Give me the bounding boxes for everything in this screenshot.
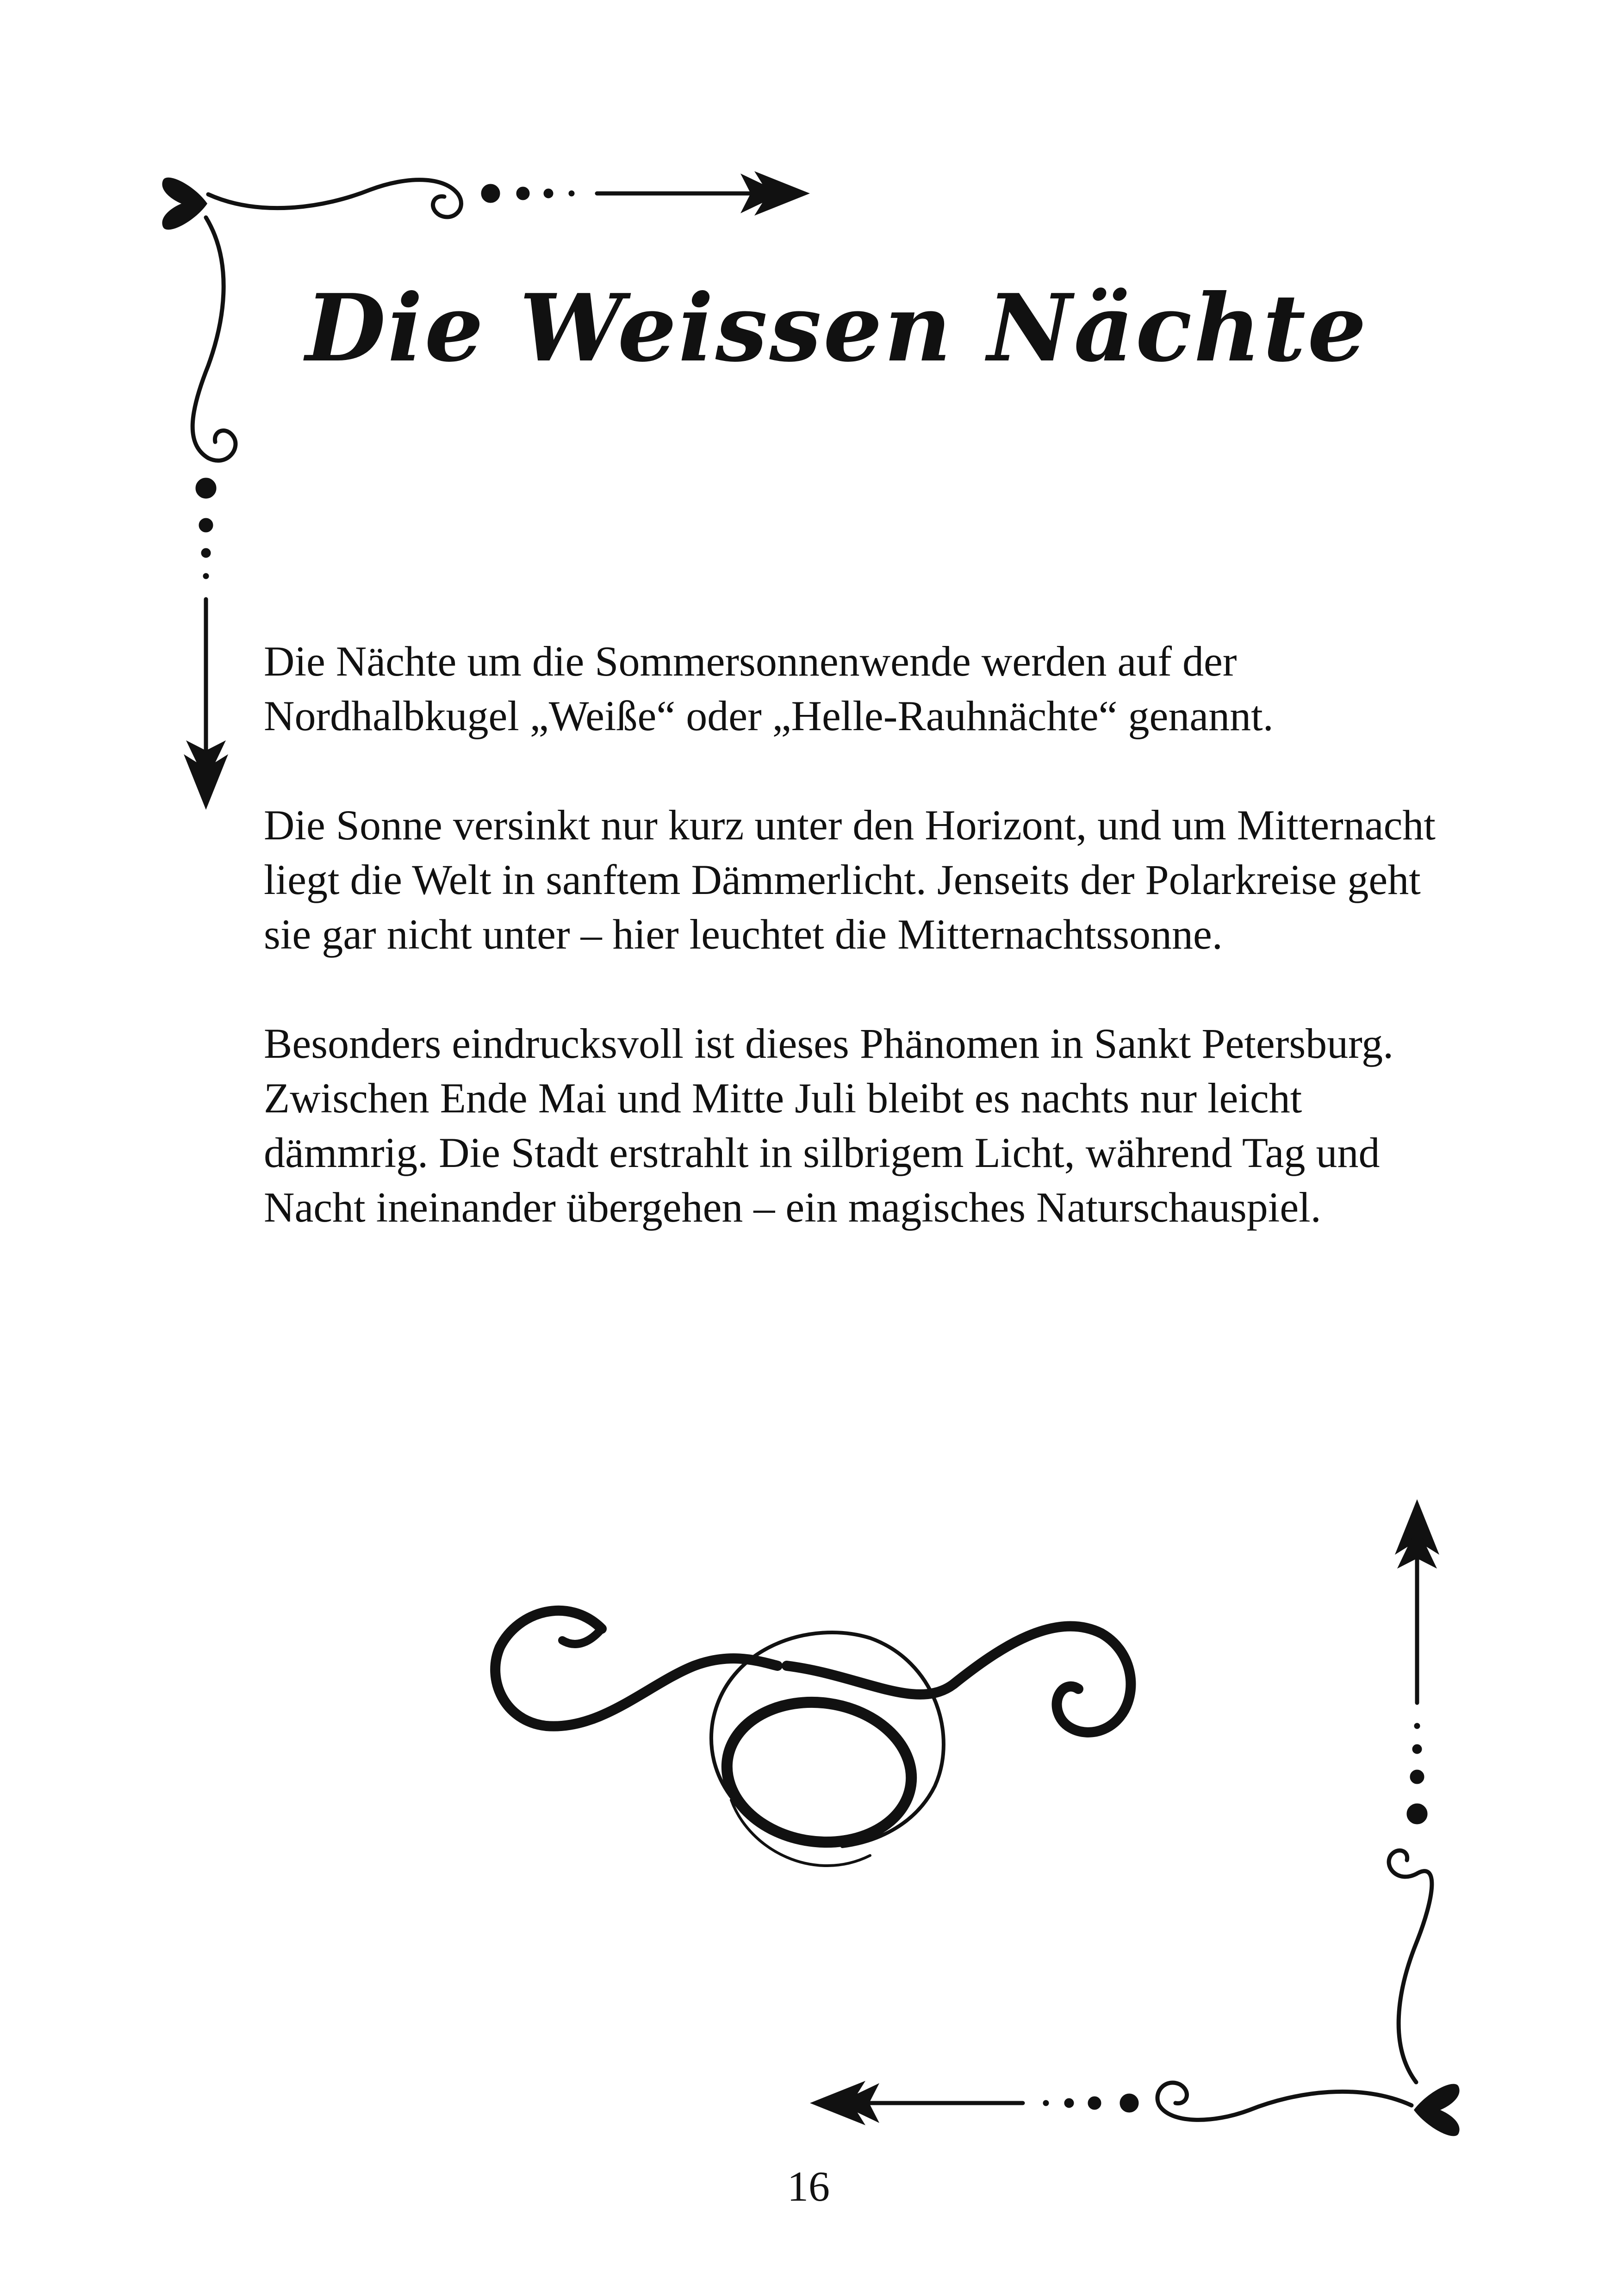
dot — [1412, 1744, 1422, 1754]
dot — [1407, 1804, 1427, 1824]
paragraph: Die Sonne versinkt nur kurz unter den Horizont, und um Mitternacht liegt die Welt in sanftem Dämmerlicht. Jenseits der Polarkreise geht sie gar nicht unter – hier leuchtet die Mitternachtssonne. — [264, 801, 1436, 958]
flourish-horizontal — [1157, 2083, 1412, 2120]
dot — [569, 191, 574, 196]
heart-icon — [162, 178, 207, 230]
dot — [1064, 2098, 1074, 2108]
dot — [1410, 1770, 1424, 1784]
flourish-vertical — [1389, 1850, 1432, 2082]
dot — [481, 184, 500, 203]
arrow-up-icon — [1395, 1499, 1439, 1703]
dot — [203, 573, 209, 579]
paragraph: Die Nächte um die Sommersonnenwende werden auf der Nordhalbkugel „Weiße“ oder „Helle-Rauhnächte“ genannt. — [264, 638, 1274, 739]
dot — [1043, 2100, 1049, 2106]
swirl-flourish-icon — [495, 1611, 1131, 1866]
dot — [196, 478, 216, 498]
flourish-horizontal — [208, 180, 461, 217]
page-title: Die Weissen Nächte — [305, 274, 1368, 383]
dot — [1414, 1723, 1420, 1729]
arrow-right-icon — [597, 171, 810, 216]
heart-icon — [1414, 2084, 1460, 2136]
flourish-vertical — [193, 217, 236, 460]
page-number: 16 — [787, 2163, 830, 2210]
dot — [516, 187, 529, 200]
dot — [1120, 2094, 1138, 2112]
dot — [1088, 2097, 1101, 2110]
dot — [199, 518, 213, 532]
body-text — [264, 634, 1449, 1289]
corner-ornament-bottom-right — [810, 1499, 1460, 2136]
arrow-down-icon — [184, 599, 228, 810]
dot — [544, 189, 553, 198]
dot — [201, 548, 211, 558]
arrow-left-icon — [810, 2081, 1023, 2125]
paragraph: Besonders eindrucksvoll ist dieses Phänomen in Sankt Petersburg. Zwischen Ende Mai und Mitte Juli bleibt es nachts nur leicht dämmrig. Die Stadt erstrahlt in silbrigem Licht, während Tag und Nacht ineinander übergehen – ein magisches Naturschauspiel. — [264, 1020, 1394, 1231]
